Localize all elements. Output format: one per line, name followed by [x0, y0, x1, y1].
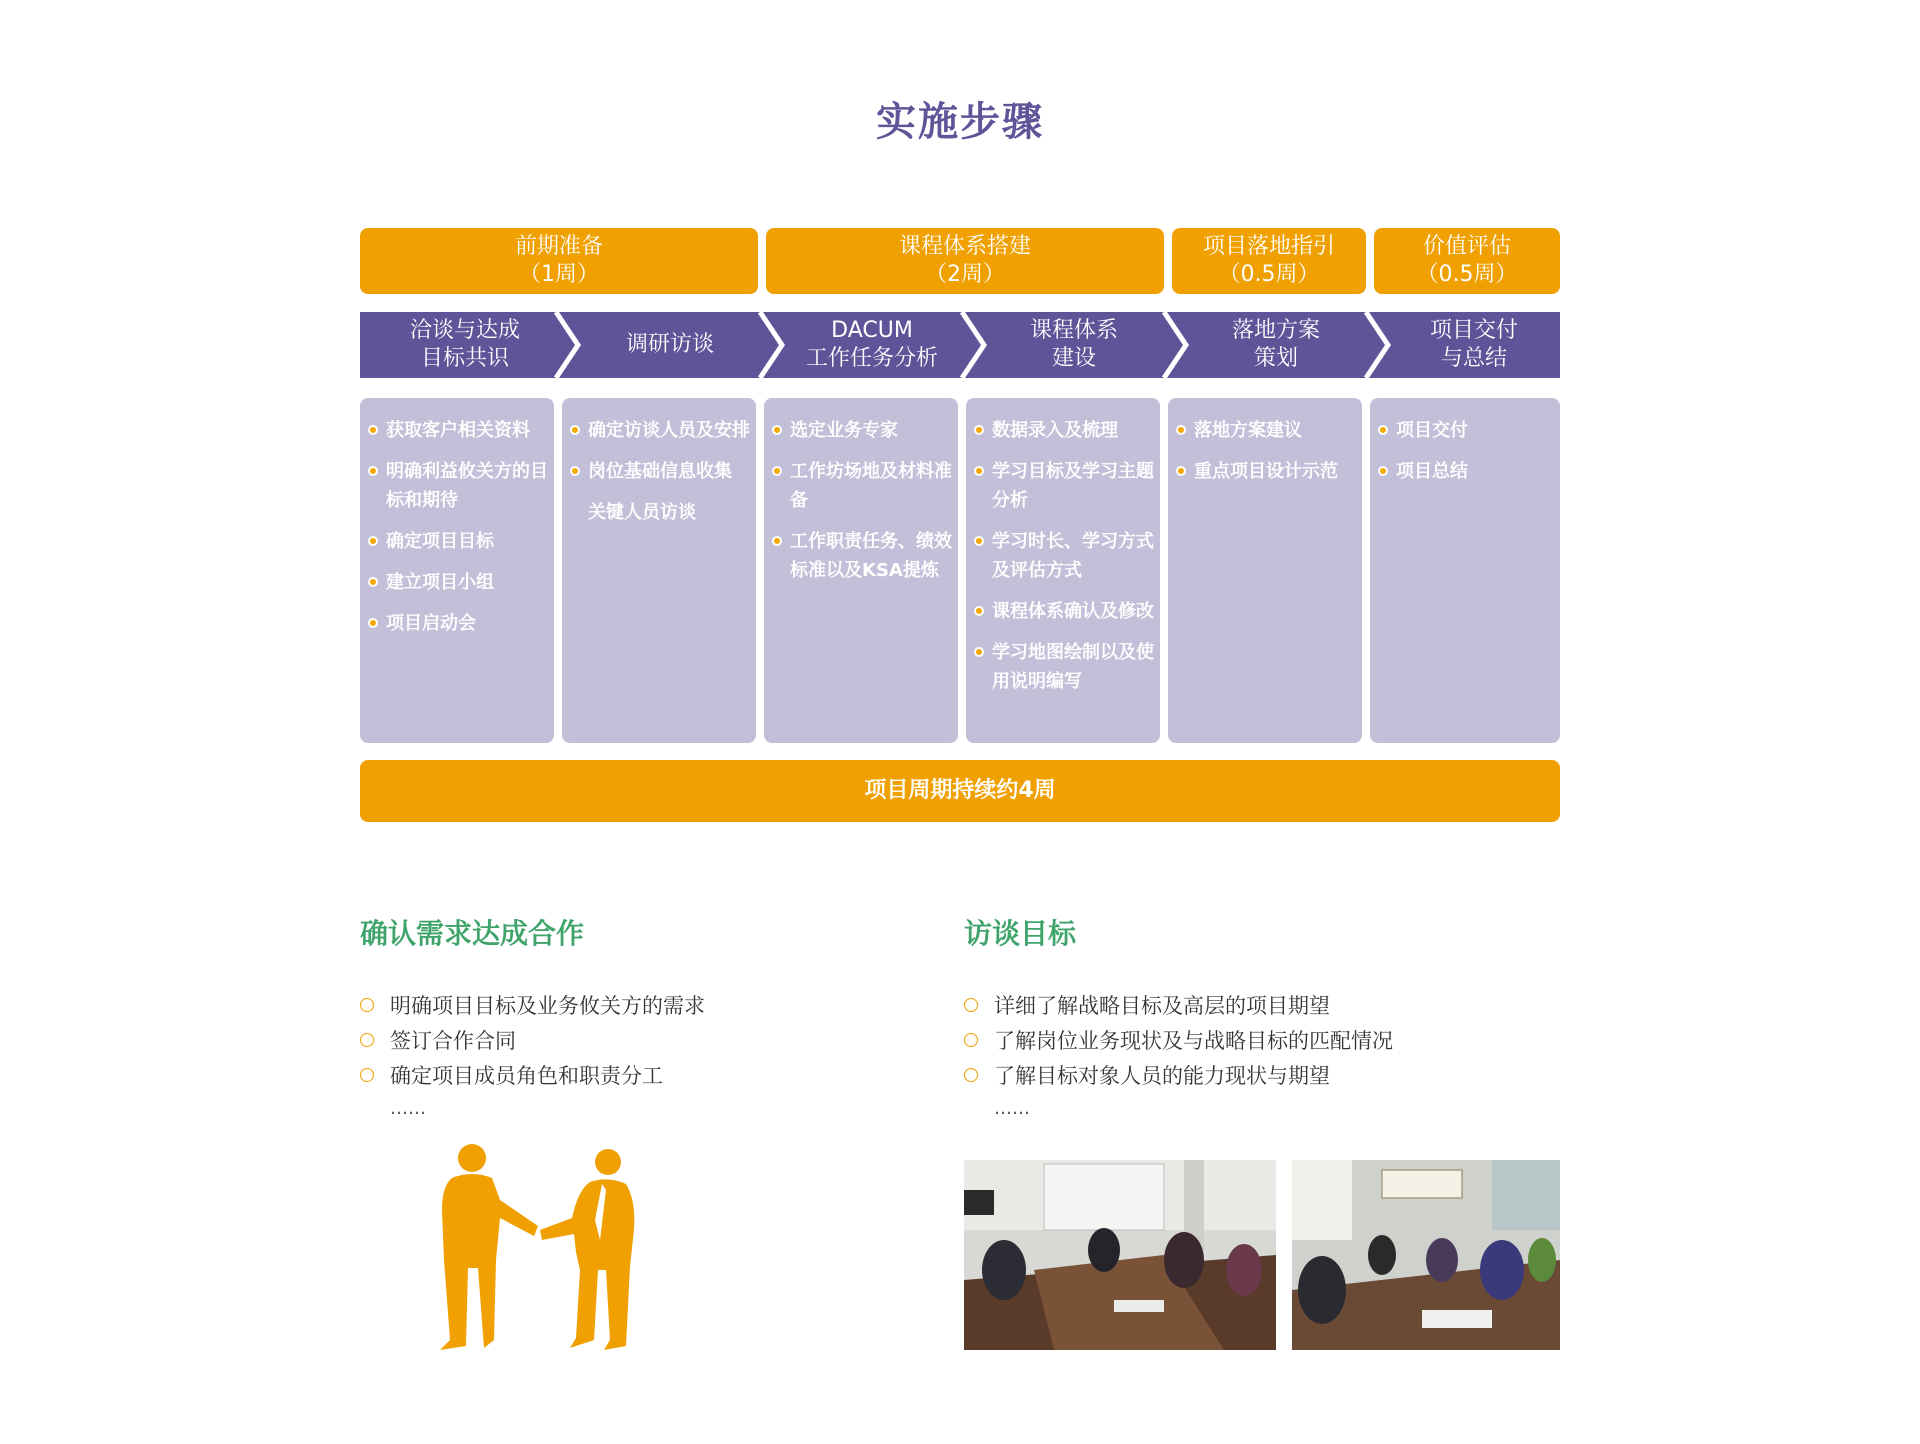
- list-item: [1378, 416, 1554, 445]
- step-label-line: 工作任务分析: [805, 346, 938, 371]
- list-item-text: 建立项目小组: [386, 572, 494, 593]
- list-item-text: 选定业务专家: [790, 420, 898, 441]
- list-item: [772, 416, 952, 445]
- phase-name: 项目落地指引: [1202, 234, 1335, 259]
- step-label-line: 调研访谈: [625, 332, 714, 357]
- list-item-text: 学习地图绘制以及使用说明编写: [992, 642, 1154, 692]
- list-item: [974, 457, 1154, 515]
- bullet-dot-icon: [974, 647, 984, 657]
- list-item-text: 获取客户相关资料: [386, 420, 530, 441]
- list-item: [368, 609, 548, 638]
- list-item-text: 工作职责任务、绩效标准以及KSA提炼: [790, 531, 952, 581]
- step-label: [578, 312, 762, 378]
- list-item: [772, 527, 952, 585]
- step-label: [1186, 312, 1366, 378]
- bullet-dot-icon: [974, 466, 984, 476]
- section-title: 确认需求达成合作: [360, 917, 585, 950]
- step-label: [984, 312, 1164, 378]
- step-label: [360, 312, 570, 378]
- step-label-line: 目标共识: [420, 346, 509, 371]
- list-item-text: 项目总结: [1396, 461, 1468, 482]
- list-item-text: 了解岗位业务现状及与战略目标的匹配情况: [994, 1029, 1393, 1053]
- phase-duration: （1周）: [519, 262, 599, 287]
- list-item-text: 工作坊场地及材料准备: [790, 461, 952, 511]
- circle-bullet-icon: [360, 1068, 374, 1082]
- list-item: [974, 527, 1154, 585]
- page-title: 实施步骤: [876, 99, 1044, 145]
- list-item: [974, 416, 1154, 445]
- list-item-text: 课程体系确认及修改: [992, 601, 1154, 622]
- list-item-text: 确定访谈人员及安排: [588, 420, 750, 441]
- list-item-text: 落地方案建议: [1194, 420, 1302, 441]
- list-item: [964, 992, 1330, 1020]
- circle-bullet-icon: [964, 1068, 978, 1082]
- list-item: [772, 457, 952, 515]
- list-item-text: 重点项目设计示范: [1194, 461, 1338, 482]
- list-item-text: 关键人员访谈: [588, 502, 696, 523]
- list-item: [964, 1027, 1393, 1055]
- list-item: [1176, 416, 1356, 445]
- phase-name: 价值评估: [1422, 234, 1511, 259]
- list-item-text: 学习目标及学习主题分析: [992, 461, 1154, 511]
- list-item: [974, 597, 1154, 626]
- step-label-line: 策划: [1253, 346, 1298, 371]
- bullet-dot-icon: [368, 618, 378, 628]
- bullet-dot-icon: [1378, 466, 1388, 476]
- list-item-text: 签订合作合同: [390, 1029, 516, 1053]
- step-detail-column: [360, 398, 554, 743]
- step-label-line: 项目交付: [1429, 318, 1518, 343]
- phase-header: [360, 228, 758, 294]
- bullet-dot-icon: [772, 425, 782, 435]
- bullet-dot-icon: [570, 466, 580, 476]
- list-item: [368, 568, 548, 597]
- meeting-photo: [964, 1160, 1276, 1350]
- phase-header: [1374, 228, 1560, 294]
- list-item-text: 项目交付: [1396, 420, 1468, 441]
- list-item: [368, 416, 548, 445]
- list-item: [570, 457, 750, 486]
- step-label-line: 洽谈与达成: [409, 318, 520, 343]
- bullet-dot-icon: [368, 536, 378, 546]
- step-label-line: 落地方案: [1231, 318, 1320, 343]
- meeting-photo: [1292, 1160, 1560, 1350]
- list-item-text: 明确项目目标及业务攸关方的需求: [390, 994, 705, 1018]
- bullet-dot-icon: [368, 577, 378, 587]
- phase-duration: （0.5周）: [1218, 262, 1320, 287]
- circle-bullet-icon: [964, 1033, 978, 1047]
- bullet-dot-icon: [368, 466, 378, 476]
- list-item: [360, 1027, 516, 1055]
- step-detail-column: [562, 398, 756, 743]
- list-item: [368, 457, 548, 515]
- list-item-text: 详细了解战略目标及高层的项目期望: [994, 994, 1330, 1018]
- step-label-line: 课程体系: [1029, 318, 1118, 343]
- list-item-text: 确定项目成员角色和职责分工: [390, 1064, 663, 1088]
- step-label-line: DACUM: [831, 318, 913, 343]
- bullet-dot-icon: [1176, 425, 1186, 435]
- bullet-dot-icon: [974, 606, 984, 616]
- phase-header: [766, 228, 1164, 294]
- list-item: [360, 1062, 663, 1090]
- list-item: [570, 416, 750, 445]
- list-item-text: 了解目标对象人员的能力现状与期望: [994, 1064, 1330, 1088]
- step-detail-column: [1168, 398, 1362, 743]
- step-label-line: 与总结: [1440, 346, 1507, 371]
- list-item-text: 确定项目目标: [386, 531, 494, 552]
- list-item: [1378, 457, 1554, 486]
- more-ellipsis: ……: [390, 1098, 426, 1119]
- list-item-text: 明确利益攸关方的目标和期待: [386, 461, 548, 511]
- circle-bullet-icon: [964, 998, 978, 1012]
- bullet-dot-icon: [772, 466, 782, 476]
- handshake-illustration: [430, 1140, 650, 1360]
- bullet-dot-icon: [570, 425, 580, 435]
- step-detail-column: [966, 398, 1160, 743]
- step-detail-column: [764, 398, 958, 743]
- bullet-dot-icon: [974, 536, 984, 546]
- bullet-dot-icon: [1378, 425, 1388, 435]
- section-title: 访谈目标: [964, 917, 1077, 950]
- list-item: [368, 527, 548, 556]
- phase-duration: （0.5周）: [1416, 262, 1518, 287]
- bullet-dot-icon: [974, 425, 984, 435]
- list-item-text: 项目启动会: [386, 613, 476, 634]
- step-label-line: 建设: [1051, 346, 1096, 371]
- phase-header: [1172, 228, 1366, 294]
- list-item-text: 学习时长、学习方式及评估方式: [992, 531, 1154, 581]
- list-item-text: 岗位基础信息收集: [588, 461, 732, 482]
- step-label: [1388, 312, 1560, 378]
- step-detail-column: [1370, 398, 1560, 743]
- total-duration-bar: 项目周期持续约4周: [360, 760, 1560, 822]
- list-item-text: 数据录入及梳理: [992, 420, 1118, 441]
- bullet-dot-icon: [368, 425, 378, 435]
- list-item: [1176, 457, 1356, 486]
- circle-bullet-icon: [360, 998, 374, 1012]
- bullet-dot-icon: [1176, 466, 1186, 476]
- bullet-dot-icon: [772, 536, 782, 546]
- phase-duration: （2周）: [925, 262, 1005, 287]
- list-item: [570, 498, 750, 527]
- more-ellipsis: ……: [994, 1098, 1030, 1119]
- list-item: [964, 1062, 1330, 1090]
- step-label: [782, 312, 962, 378]
- phase-name: 前期准备: [514, 234, 603, 259]
- phase-name: 课程体系搭建: [898, 234, 1031, 259]
- list-item: [360, 992, 705, 1020]
- list-item: [974, 638, 1154, 696]
- circle-bullet-icon: [360, 1033, 374, 1047]
